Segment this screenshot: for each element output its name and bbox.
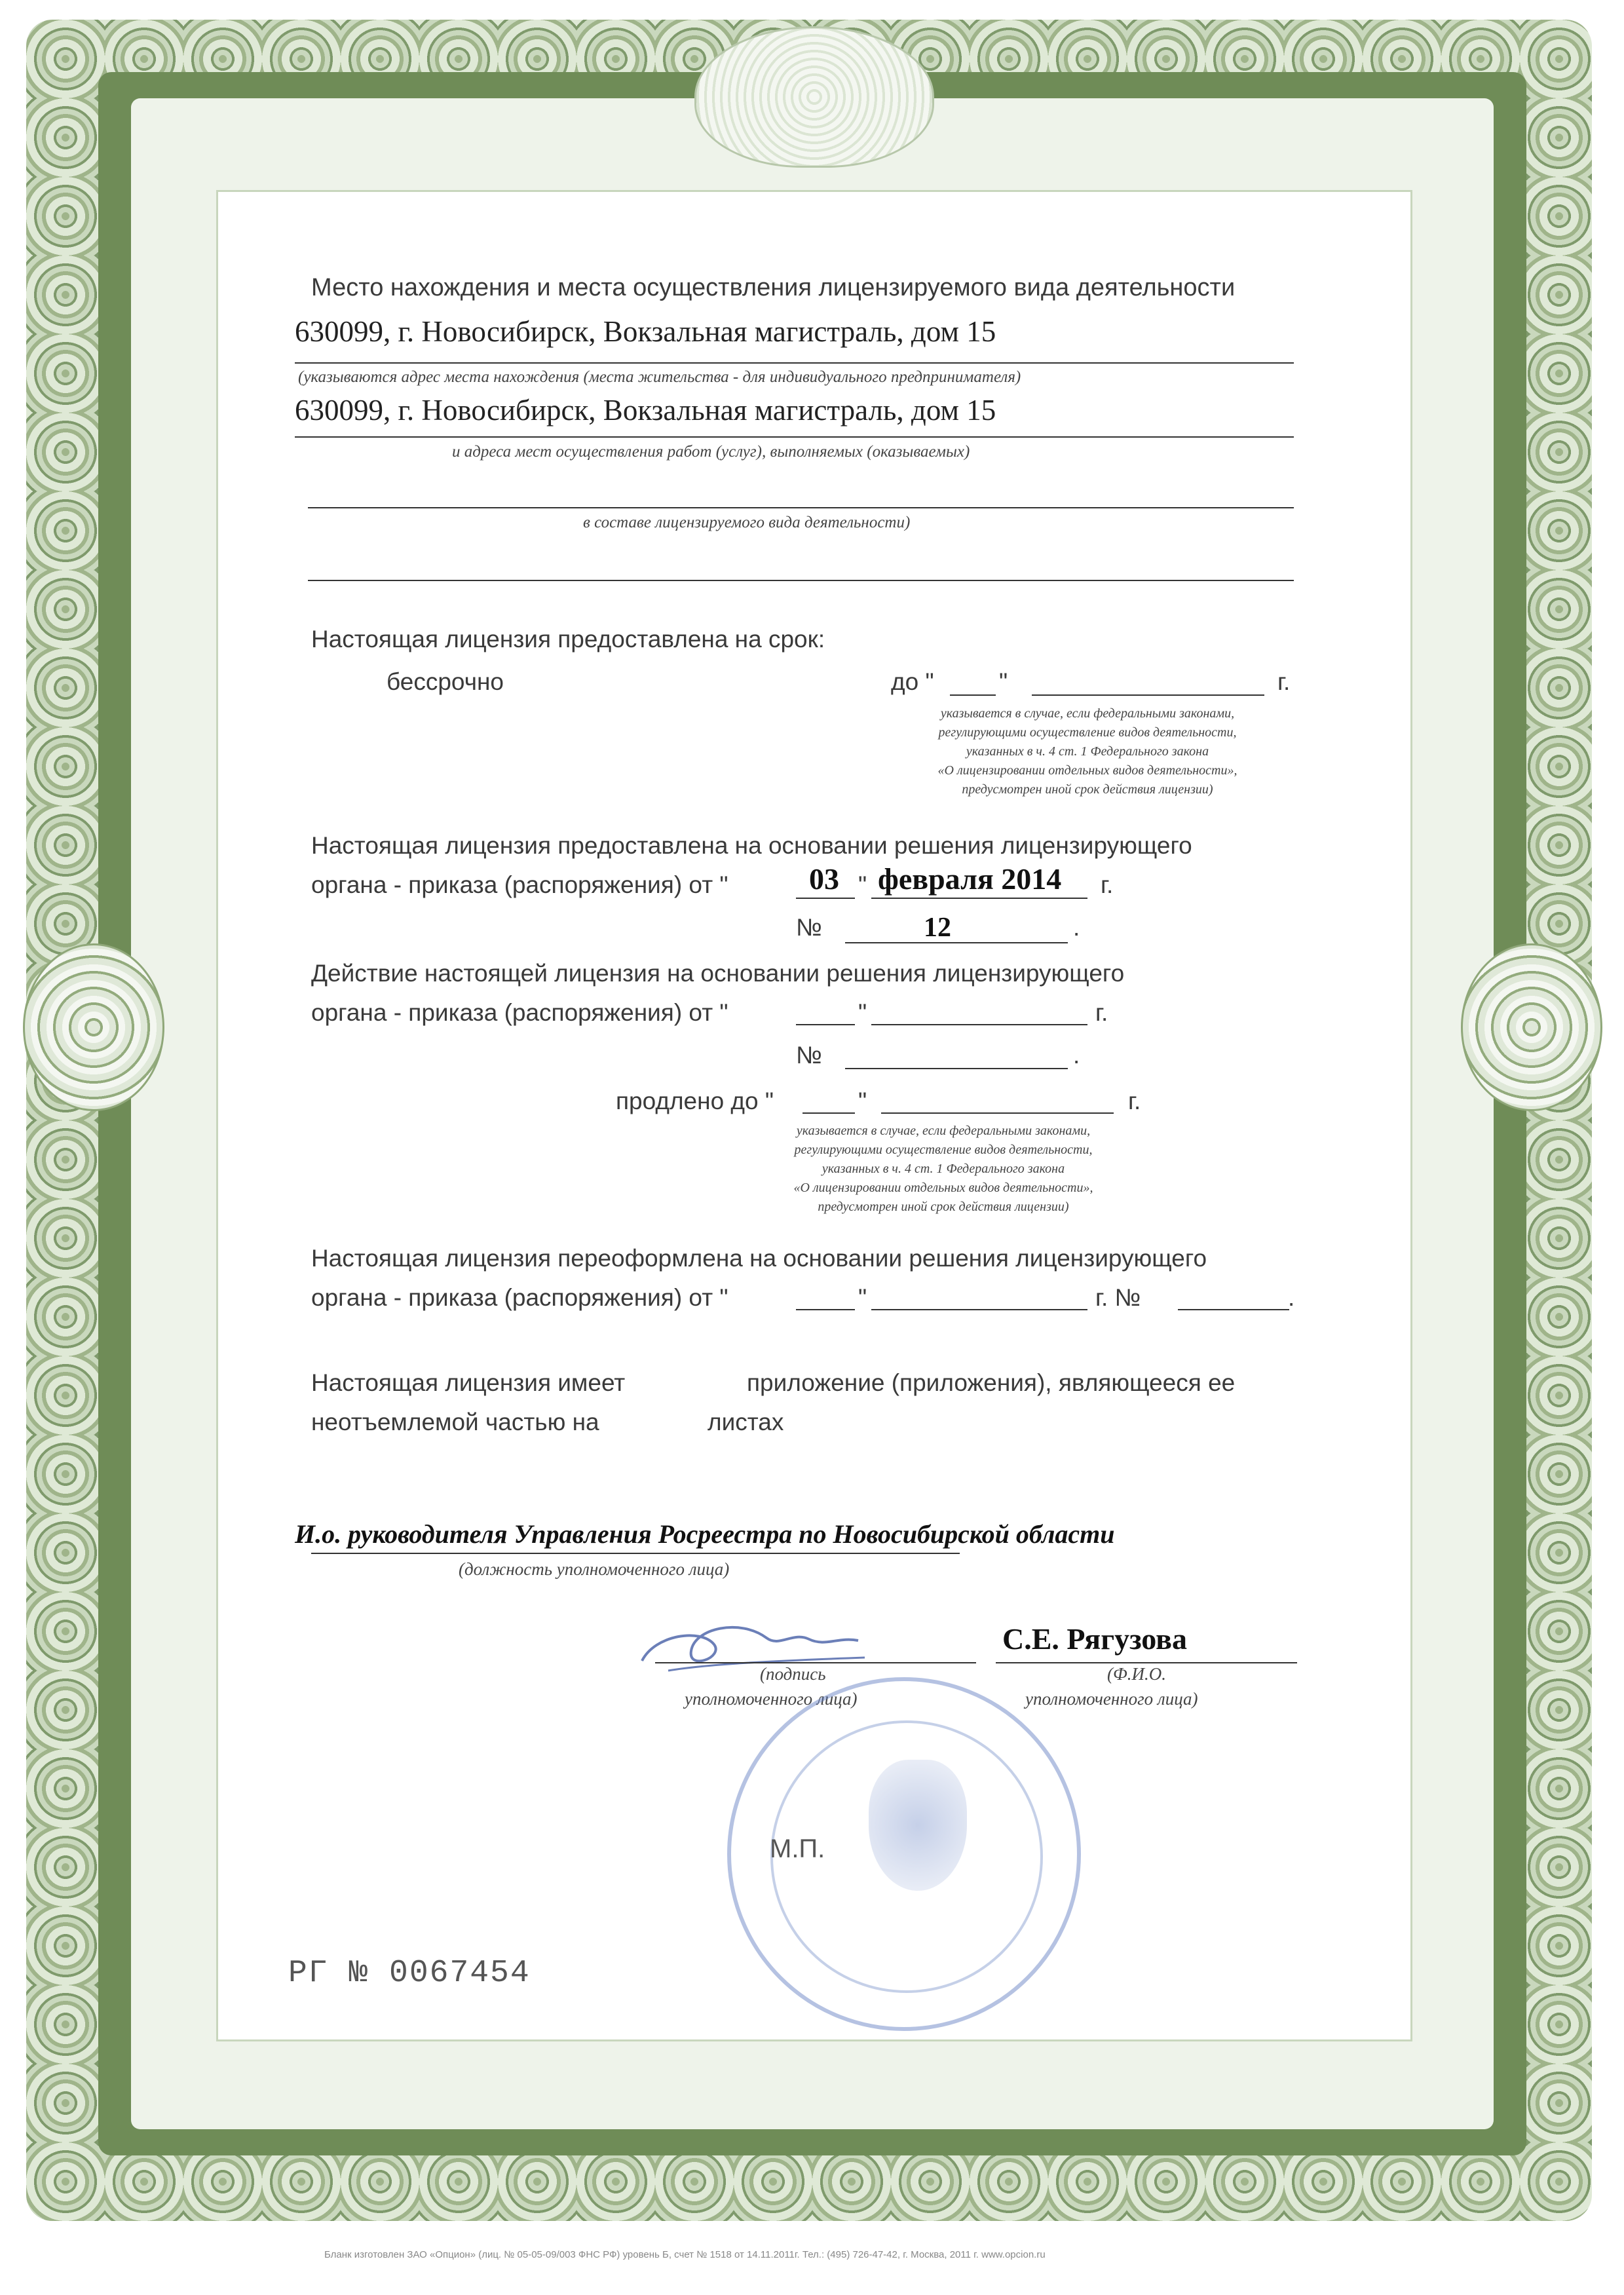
appendix-line1-b: приложение (приложения), являющееся ее	[747, 1369, 1236, 1396]
term-month-line	[1032, 694, 1264, 696]
top-rosette-ornament	[694, 26, 934, 168]
appendix-line1-a: Настоящая лицензия имеет	[311, 1369, 626, 1396]
signatory-name: С.Е. Рягузова	[1002, 1622, 1187, 1656]
term-note: указывается в случае, если федеральными законами, регулирующими осуществление видов деятельности, указанных в ч. 4 ст. 1 Федерального закона «О лицензировании отдельных видов деятельности», предусмотрен иной срок действия лицензии)	[937, 706, 1237, 797]
reissue-year-number: г. №	[1095, 1284, 1141, 1311]
term-until-prefix: до "	[891, 668, 934, 695]
reissue-end: .	[1288, 1284, 1295, 1311]
address-main: 630099, г. Новосибирск, Вокзальная магистраль, дом 15	[295, 315, 996, 348]
grant-quote-close: "	[858, 871, 867, 898]
address-works: 630099, г. Новосибирск, Вокзальная магистраль, дом 15	[295, 394, 996, 427]
name-hint-1: (Ф.И.О.	[1107, 1664, 1166, 1684]
grant-number-end: .	[1073, 914, 1080, 941]
address-works-hint: и адреса мест осуществления работ (услуг), выполняемых (оказываемых)	[452, 443, 970, 461]
left-medallion-ornament	[23, 943, 164, 1111]
extension-number-end: .	[1073, 1042, 1080, 1069]
composition-line	[308, 507, 1294, 508]
reissue-number-line	[1178, 1309, 1289, 1310]
reissue-month-line	[871, 1309, 1087, 1310]
location-heading: Место нахождения и места осуществления лицензируемого вида деятельности	[311, 274, 1236, 301]
address-main-line	[295, 362, 1294, 364]
appendix-line2-a: неотъемлемой частью на	[311, 1409, 599, 1435]
signature-hint-2: уполномоченного лица)	[685, 1689, 858, 1709]
extension-day-line	[796, 1024, 855, 1025]
address-works-line	[295, 436, 1294, 438]
extension-number-line	[845, 1068, 1068, 1069]
serial-number: РГ № 0067454	[288, 1956, 531, 1991]
grant-line1: Настоящая лицензия предоставлена на основании решения лицензирующего	[311, 832, 1192, 859]
term-day-line	[950, 694, 996, 696]
signatory-position-line	[311, 1553, 960, 1554]
right-medallion-ornament	[1461, 943, 1602, 1111]
eagle-emblem-icon	[869, 1760, 967, 1891]
extended-prefix: продлено до "	[616, 1088, 774, 1114]
term-until-mid: "	[999, 668, 1008, 695]
name-hint-2: уполномоченного лица)	[1025, 1689, 1198, 1709]
reissue-line1: Настоящая лицензия переоформлена на основании решения лицензирующего	[311, 1245, 1207, 1272]
extension-quote-close: "	[858, 999, 867, 1026]
extension-year-suffix: г.	[1095, 999, 1108, 1026]
reissue-line2-prefix: органа - приказа (распоряжения) от "	[311, 1284, 728, 1311]
grant-month-line	[871, 898, 1087, 899]
reissue-day-line	[796, 1309, 855, 1310]
term-value: бессрочно	[387, 668, 504, 695]
appendix-line2-b: листах	[708, 1409, 784, 1435]
signature-hint-1: (подпись	[760, 1664, 826, 1684]
extended-month-line	[881, 1112, 1114, 1114]
grant-day-line	[796, 898, 855, 899]
signature-line	[655, 1662, 976, 1663]
reissue-quote-close: "	[858, 1284, 867, 1311]
grant-month-year: февраля 2014	[878, 862, 1062, 896]
term-label: Настоящая лицензия предоставлена на срок:	[311, 626, 825, 653]
handwritten-signature	[629, 1599, 878, 1697]
printer-footer: Бланк изготовлен ЗАО «Опцион» (лиц. № 05-05-09/003 ФНС РФ) уровень Б, счет № 1518 от 14.11.2011г. Тел.: (495) 726-47-42, г. Москва, 2011 г. www.opcion.ru	[324, 2249, 1046, 2260]
composition-hint: в составе лицензируемого вида деятельности)	[583, 514, 911, 531]
extension-number-label: №	[796, 1042, 822, 1069]
grant-year-suffix: г.	[1101, 871, 1114, 898]
stamp-label: М.П.	[770, 1834, 825, 1863]
grant-number-line	[845, 942, 1068, 943]
extended-day-line	[803, 1112, 855, 1114]
signatory-position-hint: (должность уполномоченного лица)	[459, 1559, 730, 1579]
address-main-hint: (указываются адрес места нахождения (места жительства - для индивидуального предпринимателя)	[298, 368, 1021, 386]
extension-note: указывается в случае, если федеральными законами, регулирующими осуществление видов деятельности, указанных в ч. 4 ст. 1 Федерального закона «О лицензировании отдельных видов деятельности», предусмотрен иной срок действия лицензии)	[793, 1124, 1093, 1214]
blank-line	[308, 580, 1294, 581]
grant-line2-prefix: органа - приказа (распоряжения) от "	[311, 871, 728, 898]
grant-number: 12	[924, 913, 951, 943]
signatory-position: И.о. руководителя Управления Росреестра по Новосибирской области	[295, 1519, 1115, 1549]
signatory-name-line	[996, 1662, 1297, 1663]
grant-day: 03	[809, 862, 839, 896]
term-until-suffix: г.	[1277, 668, 1291, 695]
grant-number-label: №	[796, 914, 822, 941]
extended-suffix: г.	[1128, 1088, 1141, 1114]
extension-line1: Действие настоящей лицензия на основании решения лицензирующего	[311, 960, 1125, 987]
extension-line2-prefix: органа - приказа (распоряжения) от "	[311, 999, 728, 1026]
extended-mid: "	[858, 1088, 867, 1114]
extension-month-line	[871, 1024, 1087, 1025]
